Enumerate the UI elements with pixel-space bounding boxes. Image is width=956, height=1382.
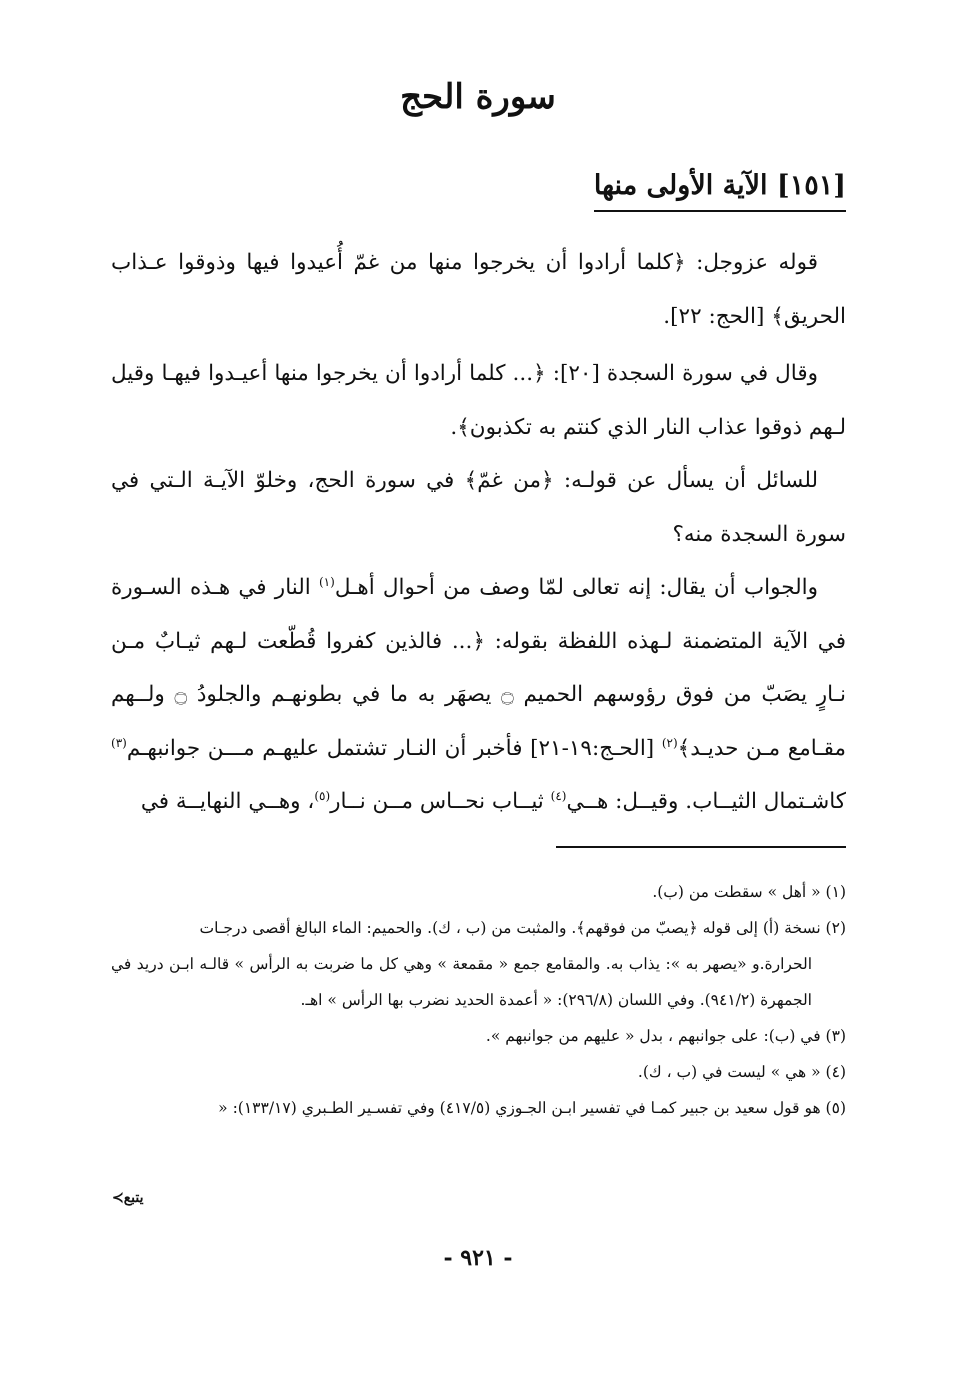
continued-arrow-icon: ≻ — [112, 1190, 124, 1206]
footnote-3: (٣) في (ب): على جوانبهم ، بدل « عليهم من جوانبهم ». — [485, 1027, 846, 1045]
answer-text-d: كاشـتمال الثيــاب. وقيــل: هــي — [566, 789, 846, 814]
footnote-1: (١) « أهل » سقطت من (ب). — [652, 883, 846, 901]
footnote-4: (٤) « هي » ليست في (ب ، ك). — [637, 1063, 846, 1081]
continued-marker — [112, 1186, 144, 1210]
answer-text-e: ثيــاب نحــاس مــن نــار — [330, 789, 551, 814]
page-number: - ٩٢١ - — [443, 1245, 513, 1271]
answer-text-b: النار في هـذه السـورة في الآية المتضمنة لـهذه اللفظة بقوله: ﴿... فالذين كفروا قُطّعت لـهم ثيـابٌ مـن نـارٍ يصَبّ من فوق رؤوسهم الحميم ۝ يصهَر به ما في بطونهـم والجلودُ ۝ ولــهم مقـامع مـن حديـد﴾ — [111, 575, 847, 761]
footnote-ref-2[interactable]: (٢) — [661, 735, 678, 750]
surah-title: سورة الحج — [400, 77, 556, 117]
section-heading: [١٥١] الآية الأولى منها — [594, 166, 846, 212]
footnote-ref-3[interactable]: (٣) — [111, 735, 127, 750]
paragraph-verse-hajj: قوله عزوجل: ﴿كلما أرادوا أن يخرجوا منها من غمّ أُعيدوا فيها وذوقوا عـذاب الحريق﴾ [الحج: ٢٢]. — [111, 250, 846, 329]
footnote-divider — [556, 846, 846, 848]
footnote-2: (٢) نسخة (أ) إلى قوله ﴿يصبّ من فوقهم﴾. والمثبت من (ب ، ك). والحميم: الماء البالغ أقصى درجـات — [199, 919, 846, 937]
answer-text-a: والجواب أن يقال: إنه تعالى لمّا وصف من أحوال أهـل — [334, 575, 818, 600]
answer-text-c: [الحـج:١٩-٢١] فأخبر أن النـار تشتمل عليهـم مـــن جوانبهـم — [126, 735, 662, 761]
footnotes — [111, 874, 846, 1126]
paragraph-question: للسائل أن يسأل عن قولـه: ﴿من غمّ﴾ في سورة الحج، وخلوّ الآيـة الـتي في سورة السجدة منه؟ — [111, 468, 846, 547]
answer-text-f: ، وهــي النهايــة في — [140, 789, 315, 814]
footnote-5: (٥) هو قول سعيد بن جبير كمـا في تفسير ابـن الجـوزي (٤١٧/٥) وفي تفسـير الطـبري (١٣٣/١٧): « — [218, 1099, 846, 1117]
footnote-2-continued: الحرارة.و «يصهر به »: يذاب به. والمقامع جمع « مقمعة » وهي كل ما ضربت به الرأس » قالـه ابـن دريد في الجمهرة (٩٤١/٢). وفي اللسان (٢٩٦/٨): « أعمدة الحديد نضرب بها الرأس » اهـ. — [111, 955, 812, 1009]
main-text — [111, 236, 846, 829]
footnote-ref-5[interactable]: (٥) — [314, 788, 331, 803]
footnote-ref-1[interactable]: (١) — [318, 574, 335, 589]
continued-label: يتبع — [123, 1190, 144, 1206]
paragraph-verse-sajda: وقال في سورة السجدة [٢٠]: ﴿... كلما أرادوا أن يخرجوا منها أعيـدوا فيهـا وقيل لـهم ذوقوا عذاب النار الذي كنتم به تكذبون﴾. — [111, 361, 846, 440]
paragraph-answer — [111, 561, 846, 829]
footnote-ref-4[interactable]: (٤) — [550, 788, 567, 803]
